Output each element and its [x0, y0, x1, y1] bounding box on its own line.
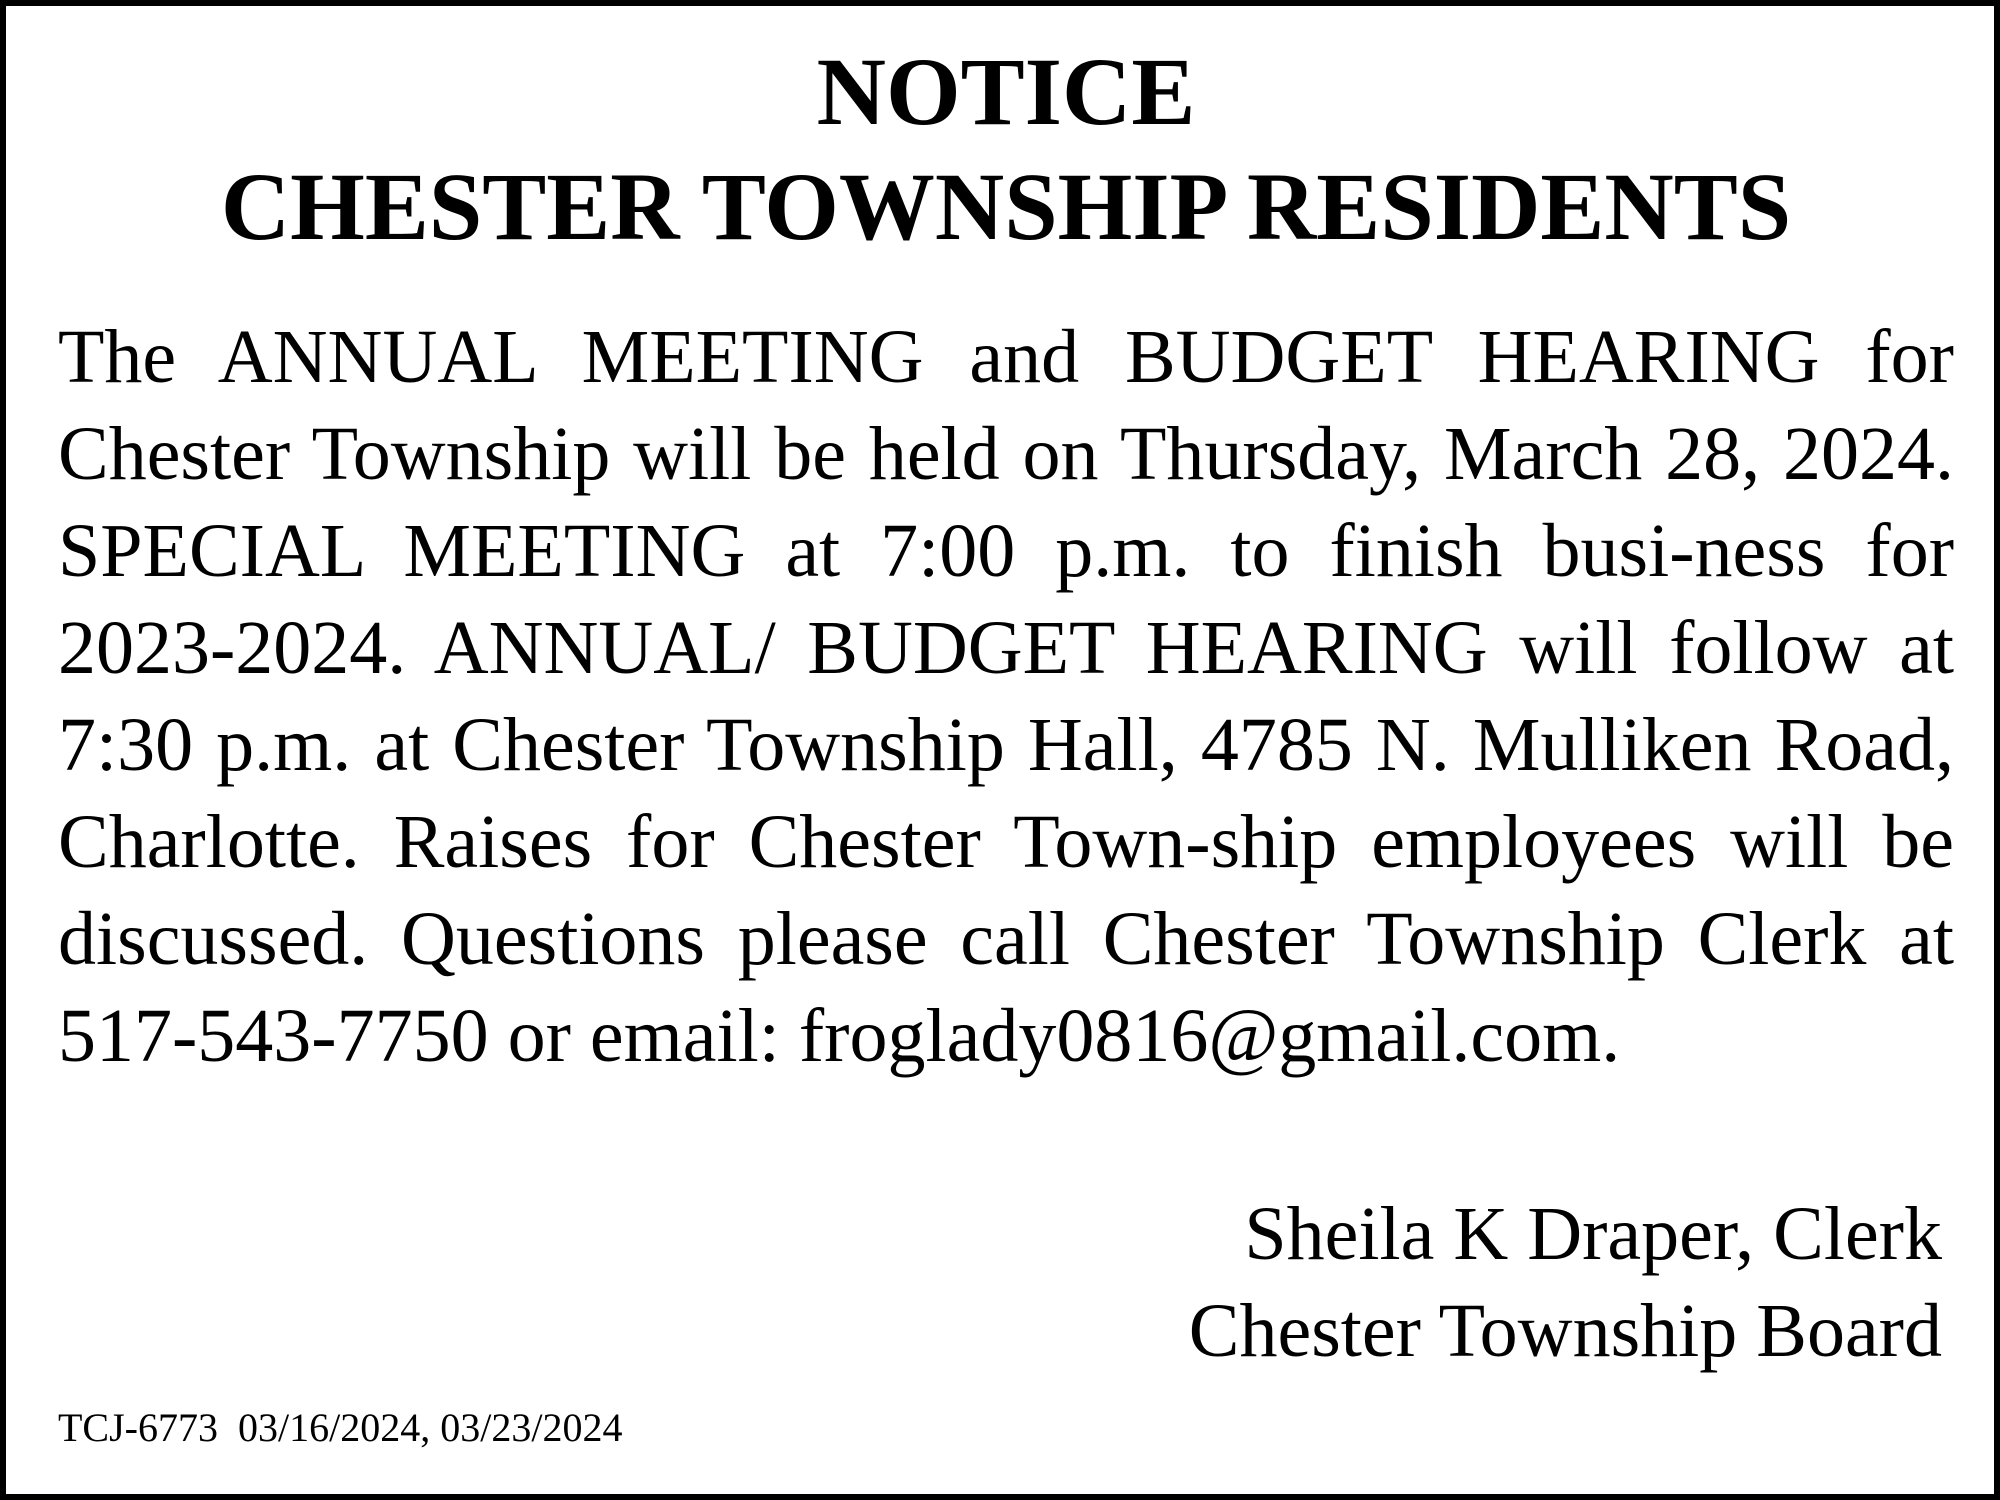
notice-subtitle: CHESTER TOWNSHIP RESIDENTS — [220, 153, 1792, 260]
signature-organization: Chester Township Board — [1188, 1289, 1942, 1373]
notice-title: NOTICE — [816, 38, 1196, 145]
publication-footer: TCJ-6773 03/16/2024, 03/23/2024 — [58, 1405, 623, 1450]
notice-body: The ANNUAL MEETING and BUDGET HEARING for Chester Township will be held on Thursday, March 28, 2024. SPECIAL MEETING at 7:00 p.m. to finish busi-ness for 2023-2024. ANNUAL/ BUDGET HEARING will follow at 7:30 p.m. at Chester Township Hall, 4785 N. Mulliken Road, Charlotte. Raises for Chester Town-ship employees will be discussed. Questions please call Chester Township Clerk at 517-543-7750 or email: froglady0816@gmail.com. — [58, 315, 1954, 1078]
signature-name: Sheila K Draper, Clerk — [1244, 1192, 1942, 1276]
